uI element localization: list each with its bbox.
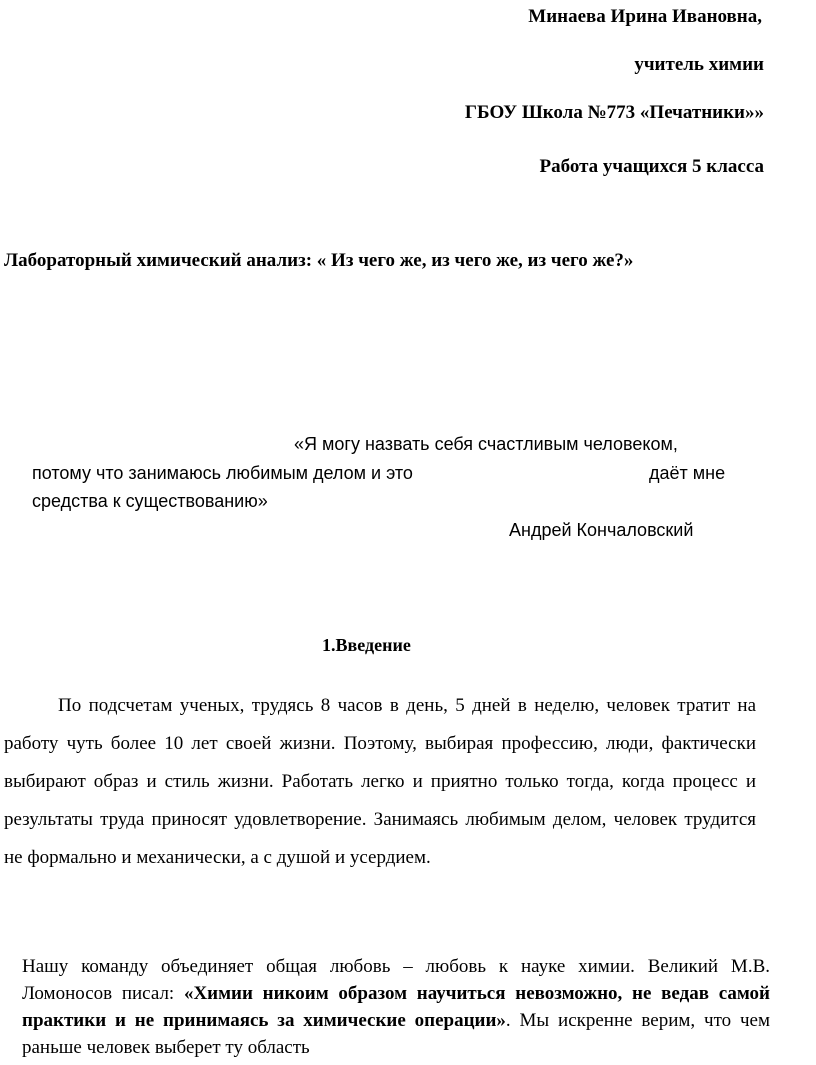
- introduction-paragraph-1: По подсчетам ученых, трудясь 8 часов в день, 5 дней в неделю, человек тратит на работу чуть более 10 лет своей жизни. Поэтому, выбирая профессию, люди, фактически выбирают образ и стиль жизни. Работать легко и приятно только тогда, когда процесс и результаты труда приносят удовлетворение. Занимаясь любимым делом, человек трудится не формально и механически, а с душой и усердием.: [4, 695, 756, 868]
- epigraph-line-2-right: даёт мне: [649, 463, 726, 483]
- paragraph-2-start: Нашу команду объединяет общая любовь – любовь к науке химии. Великий М.В. Ломоносов писал:: [22, 956, 770, 1004]
- section-heading-introduction: 1.Введение: [322, 635, 411, 655]
- epigraph-line-2-left: потому что занимаюсь любимым делом и это: [32, 463, 413, 483]
- lomonosov-quote: «Химии никоим образом научиться невозможно, не ведав самой практики и не принимаясь за химические операции»: [22, 983, 770, 1031]
- school-name: ГБОУ Школа №773 «Печатники»»: [464, 102, 764, 123]
- author-position: учитель химии: [634, 54, 764, 75]
- author-name: Минаева Ирина Ивановна,: [528, 6, 762, 27]
- paragraph-2-end: . Мы искренне верим, что чем раньше человек выберет ту область: [22, 1010, 770, 1058]
- epigraph-line-1: «Я могу назвать себя счастливым человеком,: [294, 434, 678, 454]
- epigraph-line-3: средства к существованию»: [32, 491, 268, 511]
- document-title: Лабораторный химический анализ: « Из чего же, из чего же, из чего же?»: [4, 250, 634, 271]
- epigraph-author: Андрей Кончаловский: [509, 520, 694, 540]
- introduction-paragraph-2: [22, 953, 770, 1061]
- work-description: Работа учащихся 5 класса: [539, 156, 764, 177]
